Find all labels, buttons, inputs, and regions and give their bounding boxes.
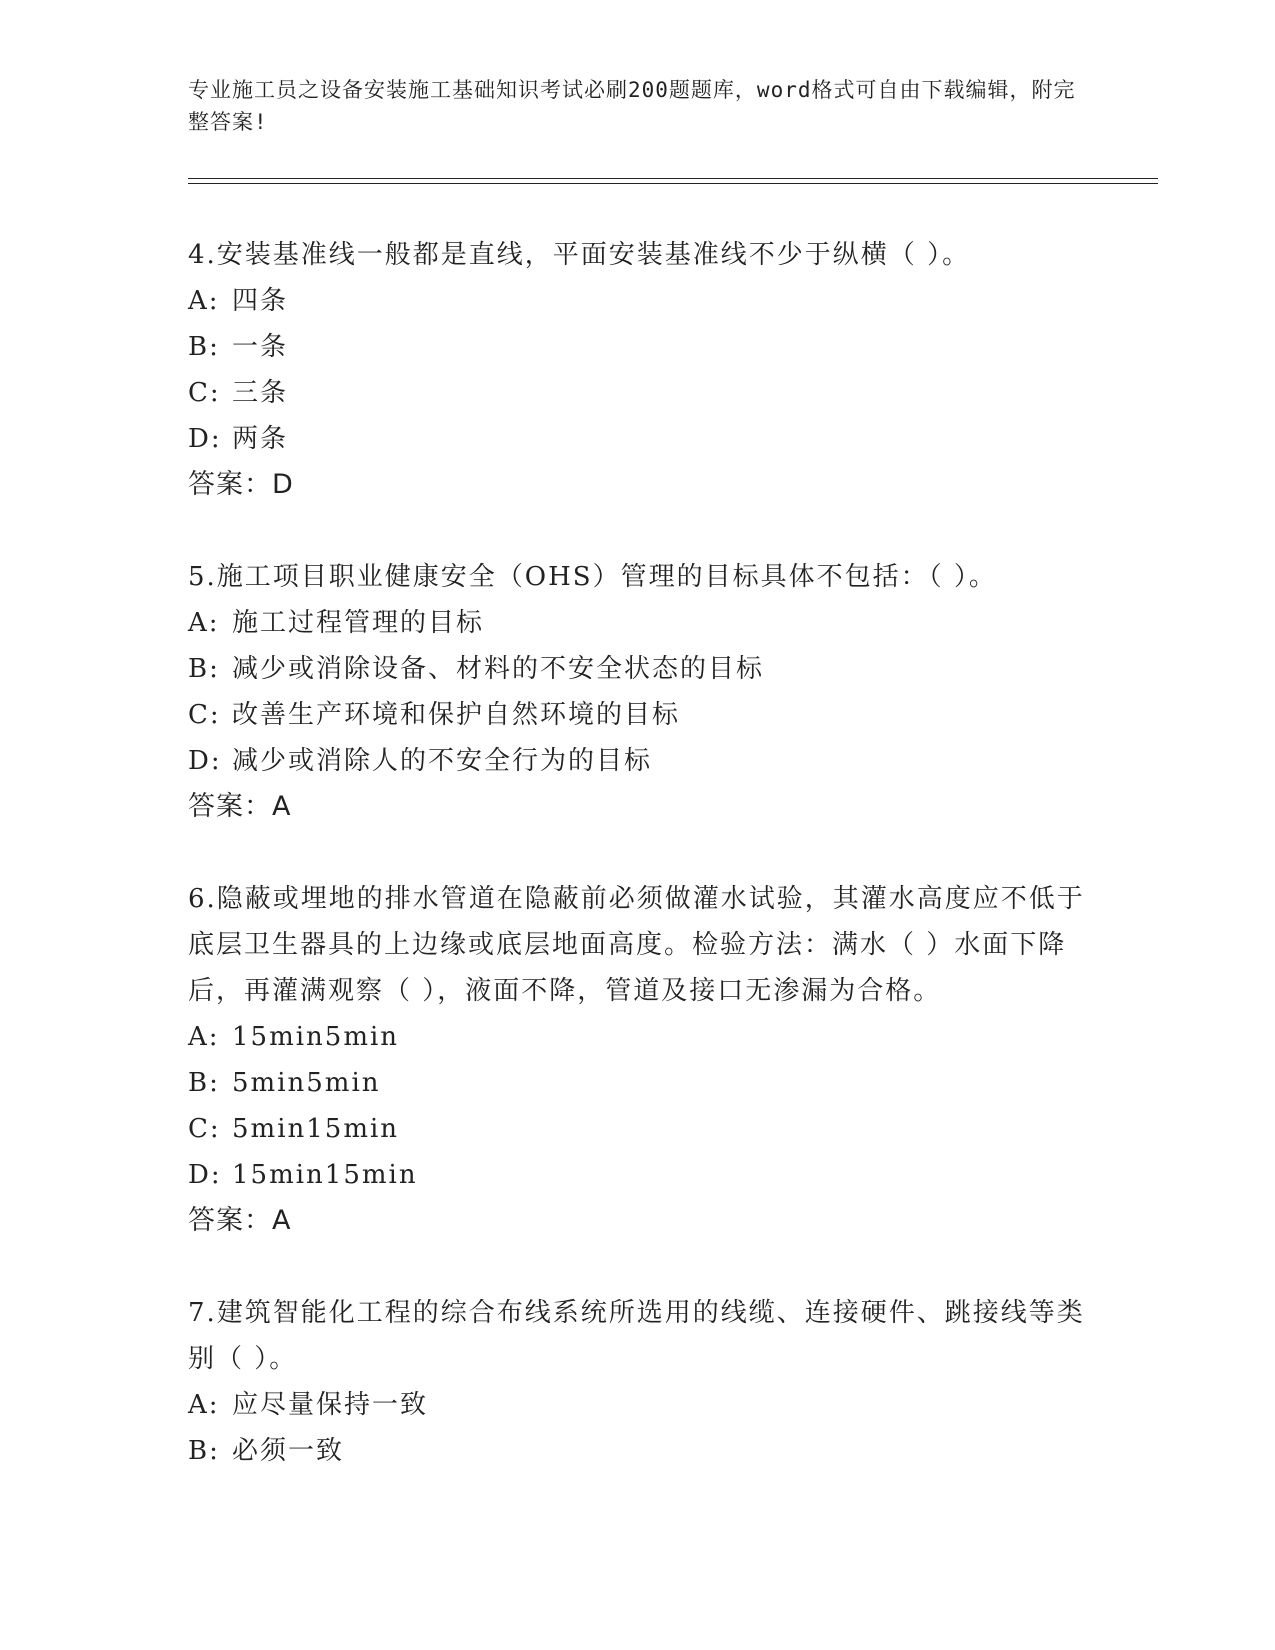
option-letter: A:	[188, 1390, 220, 1420]
question-answer: 答案：A	[188, 1205, 292, 1236]
option-letter: C:	[188, 1114, 221, 1144]
option-letter: C:	[188, 700, 221, 730]
option-text: 两条	[232, 424, 289, 454]
option-text: 四条	[232, 286, 289, 316]
option-text: 15min15min	[232, 1160, 418, 1190]
option-text: 应尽量保持一致	[232, 1390, 429, 1420]
option-text: 一条	[232, 332, 289, 362]
question-option	[188, 1152, 1088, 1198]
question-option	[188, 278, 1088, 324]
question-option	[188, 1014, 1088, 1060]
document-header-title: 专业施工员之设备安装施工基础知识考试必刷200题题库，word格式可自由下载编辑，附完整答案!	[188, 78, 1076, 134]
question-option	[188, 646, 1088, 692]
question-answer: 答案：D	[188, 469, 294, 500]
question-option	[188, 370, 1088, 416]
option-letter: D:	[188, 1160, 222, 1190]
option-letter: B:	[188, 332, 220, 362]
option-letter: A:	[188, 1022, 220, 1052]
option-letter: A:	[188, 286, 220, 316]
option-letter: D:	[188, 424, 222, 454]
question-option	[188, 1382, 1088, 1428]
question-option	[188, 1060, 1088, 1106]
question-item	[188, 1290, 1088, 1474]
option-letter: A:	[188, 608, 220, 638]
option-text: 5min15min	[232, 1114, 400, 1144]
question-option	[188, 692, 1088, 738]
question-option	[188, 1428, 1088, 1474]
option-text: 减少或消除人的不安全行为的目标	[232, 746, 653, 776]
header-divider-line	[188, 178, 1158, 179]
option-text: 5min5min	[232, 1068, 381, 1098]
option-letter: C:	[188, 378, 221, 408]
option-letter: D:	[188, 746, 222, 776]
question-list	[188, 232, 1088, 1520]
question-stem: 4.安装基准线一般都是直线，平面安装基准线不少于纵横（ ）。	[188, 240, 971, 270]
question-option	[188, 324, 1088, 370]
header-divider-line	[188, 183, 1158, 184]
option-letter: B:	[188, 654, 220, 684]
option-text: 三条	[232, 378, 289, 408]
question-option	[188, 600, 1088, 646]
question-item	[188, 554, 1088, 830]
question-option	[188, 738, 1088, 784]
question-stem: 6.隐蔽或埋地的排水管道在隐蔽前必须做灌水试验，其灌水高度应不低于底层卫生器具的上边缘或底层地面高度。检验方法：满水（ ）水面下降后，再灌满观察（ ），液面不降，管道及接口无渗漏为合格。	[188, 884, 1085, 1006]
option-letter: B:	[188, 1436, 220, 1466]
option-text: 改善生产环境和保护自然环境的目标	[232, 700, 681, 730]
question-option	[188, 416, 1088, 462]
question-item	[188, 232, 1088, 508]
question-answer: 答案：A	[188, 791, 292, 822]
question-option	[188, 1106, 1088, 1152]
question-item	[188, 876, 1088, 1244]
option-text: 施工过程管理的目标	[232, 608, 485, 638]
question-stem: 5.施工项目职业健康安全（OHS）管理的目标具体不包括：（ ）。	[188, 562, 997, 592]
option-text: 15min5min	[232, 1022, 400, 1052]
question-stem: 7.建筑智能化工程的综合布线系统所选用的线缆、连接硬件、跳接线等类别（ ）。	[188, 1298, 1085, 1374]
option-text: 必须一致	[232, 1436, 345, 1466]
option-letter: B:	[188, 1068, 220, 1098]
option-text: 减少或消除设备、材料的不安全状态的目标	[232, 654, 765, 684]
